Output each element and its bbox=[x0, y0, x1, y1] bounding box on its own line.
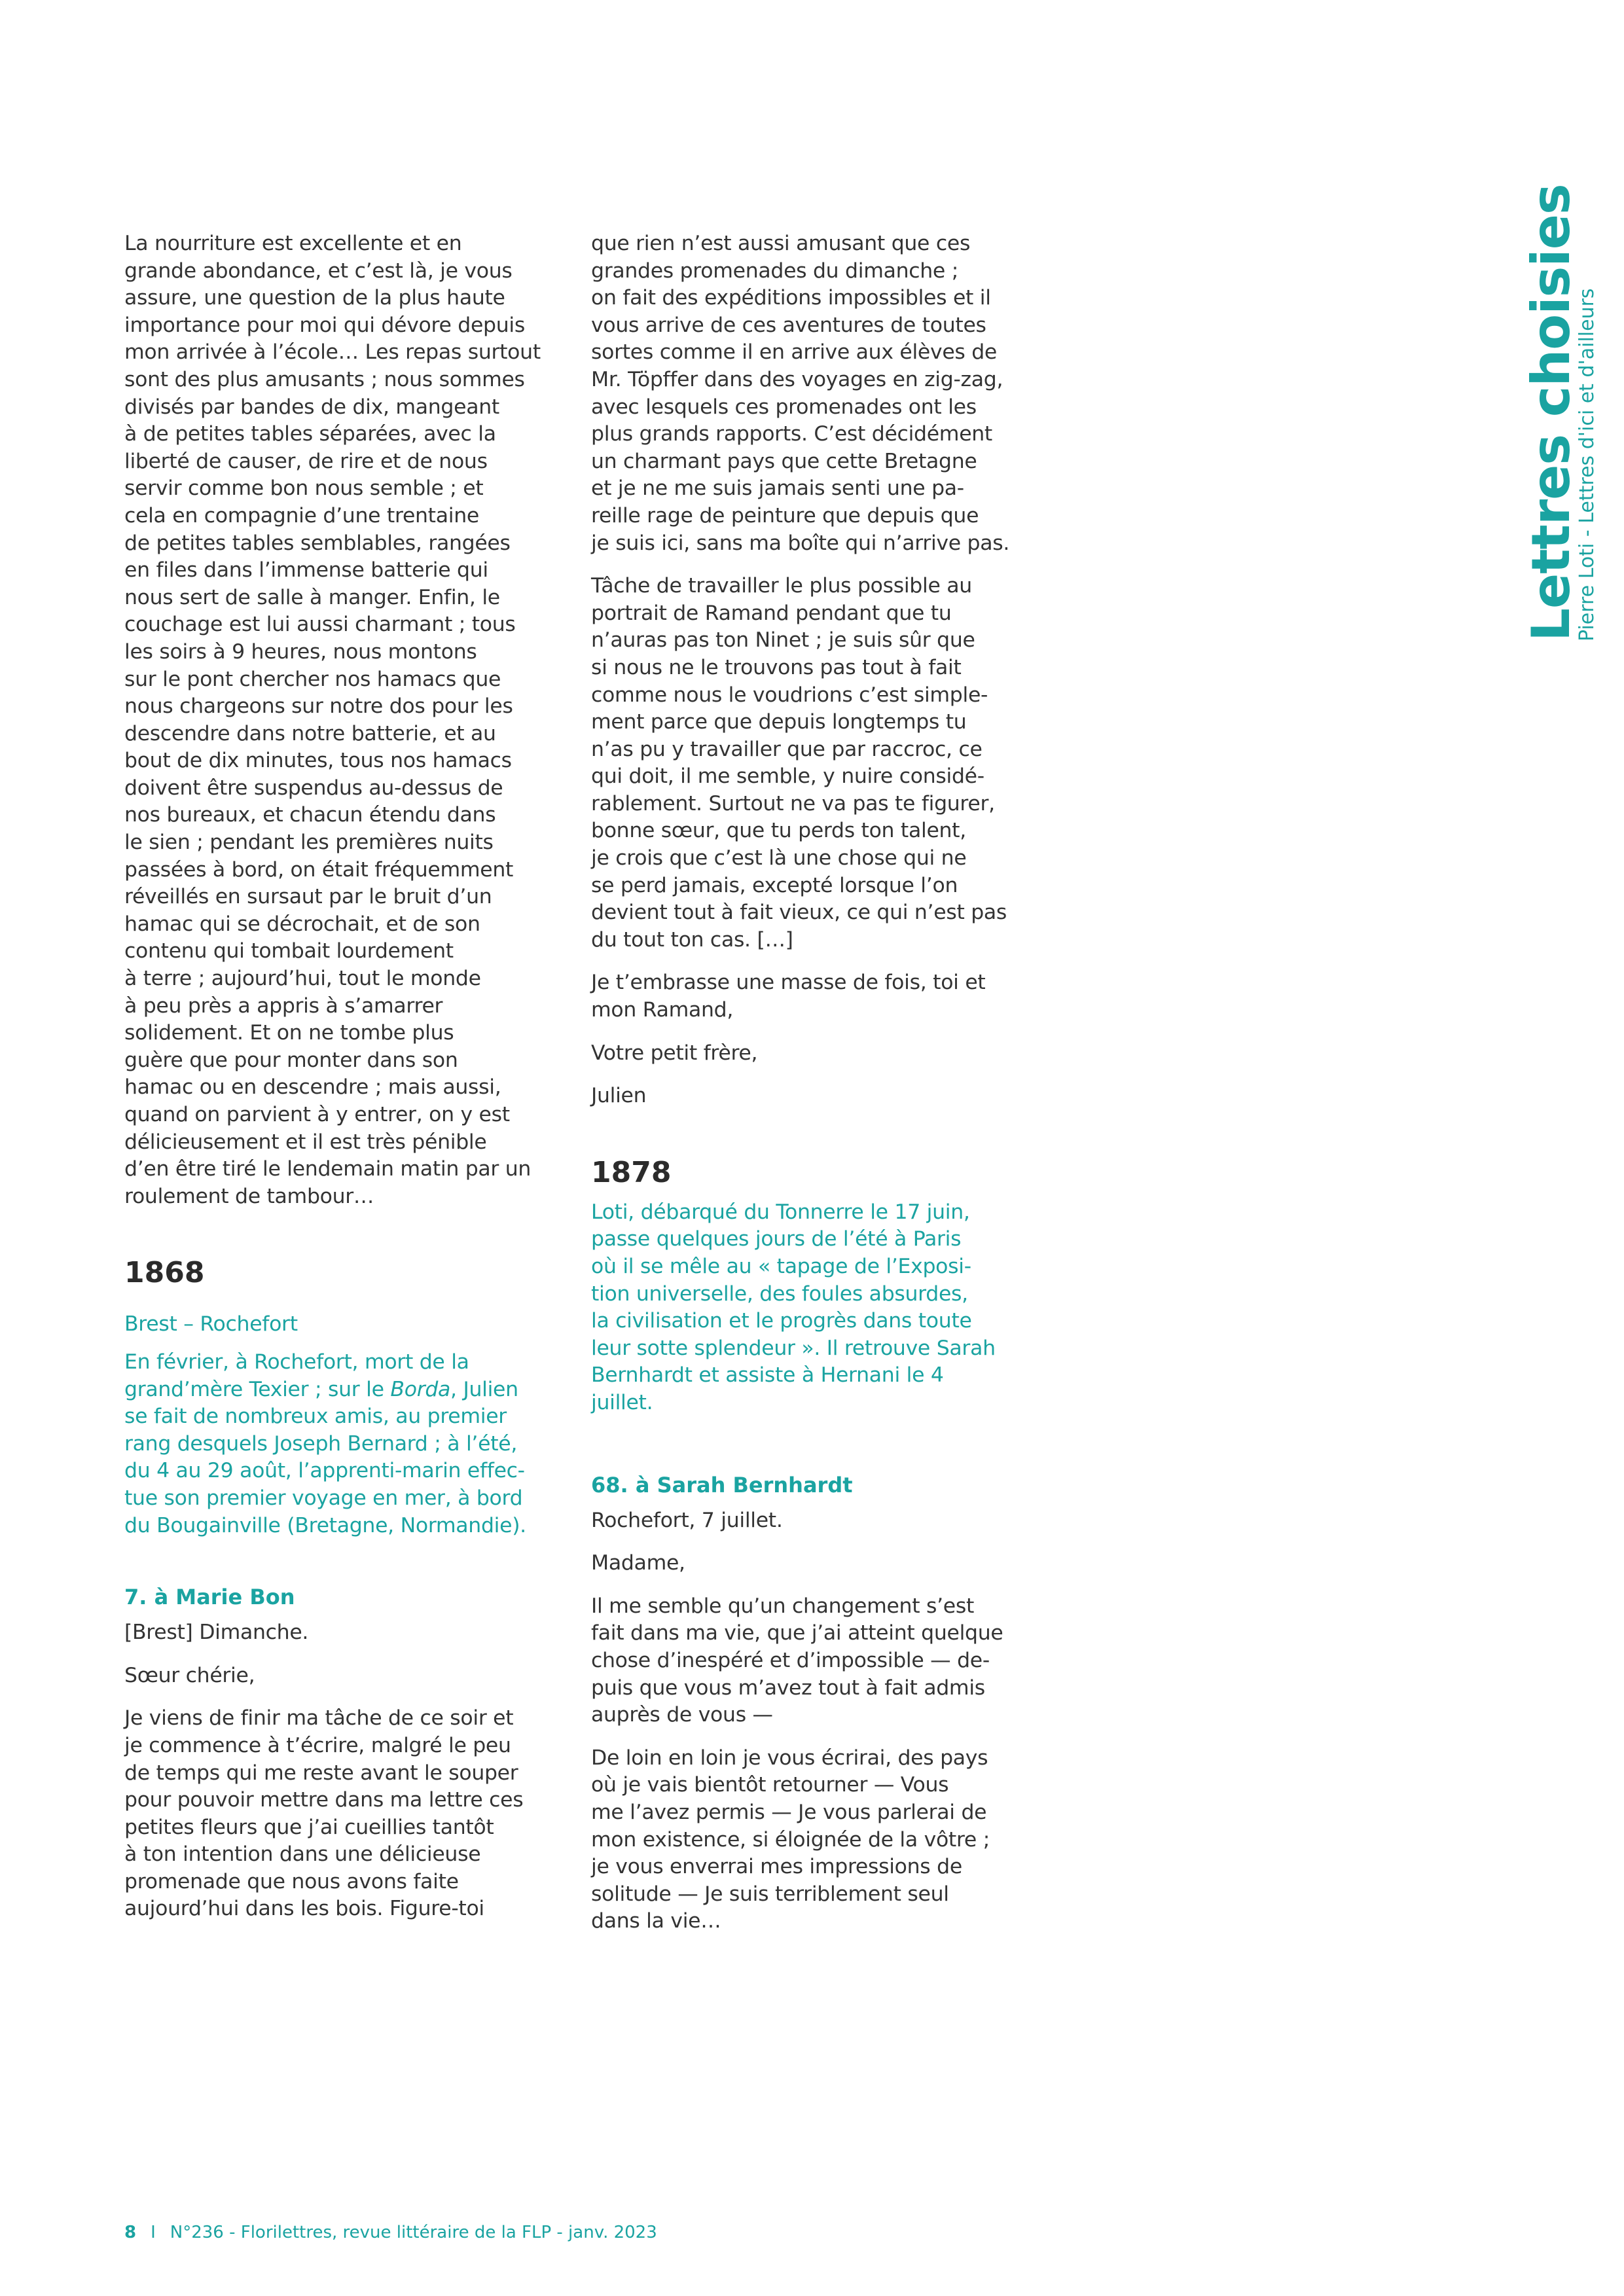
text-line: bonne sœur, que tu perds ton talent, bbox=[591, 819, 966, 843]
text-line: ment parce que depuis longtemps tu bbox=[591, 710, 967, 734]
text-line: où il se mêle au « tapage de l’Exposi- bbox=[591, 1255, 971, 1278]
text-line: nous sert de salle à manger. Enfin, le bbox=[124, 585, 500, 609]
text-line: un charmant pays que cette Bretagne bbox=[591, 449, 977, 473]
text-line: divisés par bandes de dix, mangeant bbox=[124, 395, 499, 419]
place-label: Brest – Rochefort bbox=[124, 1312, 298, 1336]
text-line: les soirs à 9 heures, nous montons bbox=[124, 639, 477, 664]
text-line: du tout ton cas. […] bbox=[591, 927, 793, 952]
text-line: devient tout à fait vieux, ce qui n’est pas bbox=[591, 901, 1007, 925]
text-line: hamac qui se décrochait, et de son bbox=[124, 912, 480, 936]
bio-line: du 4 au 29 août, l’apprenti-marin effec- bbox=[124, 1459, 525, 1483]
text-line: rablement. Surtout ne va pas te figurer, bbox=[591, 791, 995, 816]
text-line: La nourriture est excellente et en bbox=[124, 232, 462, 255]
text-line: sortes comme il en arrive aux élèves de bbox=[591, 340, 998, 365]
intro-paragraph bbox=[124, 230, 576, 1210]
text-line: si nous ne le trouvons pas tout à fait bbox=[591, 655, 962, 679]
text-line: grandes promenades du dimanche ; bbox=[591, 259, 959, 283]
text-line: n’auras pas ton Ninet ; je suis sûr que bbox=[591, 628, 975, 653]
letter-continuation-paragraph-1 bbox=[591, 230, 1043, 557]
letter-signature: Julien bbox=[591, 1084, 647, 1108]
bio-line: rang desquels Joseph Bernard ; à l’été, bbox=[124, 1431, 518, 1456]
text-line: Bernhardt et assiste à Hernani le 4 bbox=[591, 1363, 944, 1388]
bio-line: se fait de nombreux amis, au premier bbox=[124, 1405, 507, 1429]
text-line: le sien ; pendant les premières nuits bbox=[124, 831, 494, 855]
letter-body-paragraph-1 bbox=[591, 1593, 1043, 1729]
text-line: la civilisation et le progrès dans toute bbox=[591, 1309, 972, 1333]
text-line: roulement de tambour… bbox=[124, 1184, 374, 1208]
text-line: guère que pour monter dans son bbox=[124, 1048, 458, 1072]
section-subtitle: Pierre Loti - Lettres d'ici et d'ailleurs bbox=[1576, 288, 1598, 641]
bio-text: grand’mère Texier ; sur le bbox=[124, 1377, 391, 1401]
text-line: grande abondance, et c’est là, je vous bbox=[124, 259, 513, 283]
text-line: descendre dans notre batterie, et au bbox=[124, 721, 496, 745]
text-line: petites fleurs que j’ai cueillies tantôt bbox=[124, 1815, 494, 1839]
text-line: assure, une question de la plus haute bbox=[124, 286, 505, 310]
text-line: passées à bord, on était fréquemment bbox=[124, 857, 514, 882]
text-line: vous arrive de ces aventures de toutes bbox=[591, 313, 986, 337]
text-line: n’as pu y travailler que par raccroc, ce bbox=[591, 737, 983, 761]
page-footer bbox=[124, 2223, 657, 2242]
text-line: nous chargeons sur notre dos pour les bbox=[124, 694, 513, 719]
text-line: d’en être tiré le lendemain matin par un bbox=[124, 1157, 532, 1181]
text-line: à ton intention dans une délicieuse bbox=[124, 1842, 481, 1867]
text-line: Je t’embrasse une masse de fois, toi et bbox=[591, 971, 986, 995]
letter-dateline: [Brest] Dimanche. bbox=[124, 1621, 309, 1645]
text-line: mon existence, si éloignée de la vôtre ; bbox=[591, 1827, 990, 1852]
text-line: hamac ou en descendre ; mais aussi, bbox=[124, 1075, 501, 1100]
text-line: promenade que nous avons faite bbox=[124, 1869, 459, 1893]
section-title: Lettres choisies bbox=[1521, 184, 1581, 641]
text-line: cela en compagnie d’une trentaine bbox=[124, 503, 479, 528]
text-line: Tâche de travailler le plus possible au bbox=[591, 574, 972, 598]
text-line: reille rage de peinture que depuis que bbox=[591, 503, 979, 528]
text-line: en files dans l’immense batterie qui bbox=[124, 558, 488, 583]
letter-continuation-paragraph-3 bbox=[591, 969, 1043, 1024]
text-line: tion universelle, des foules absurdes, bbox=[591, 1282, 968, 1306]
text-line: pour pouvoir mettre dans ma lettre ces bbox=[124, 1788, 524, 1812]
bio-line bbox=[124, 1376, 576, 1404]
text-line: solitude — Je suis terriblement seul bbox=[591, 1882, 949, 1906]
text-line: nos bureaux, et chacun étendu dans bbox=[124, 803, 496, 827]
text-line: portrait de Ramand pendant que tu bbox=[591, 601, 952, 625]
text-line: je crois que c’est là une chose qui ne bbox=[591, 846, 967, 870]
text-line: à de petites tables séparées, avec la bbox=[124, 422, 496, 446]
letter-body bbox=[124, 1705, 576, 1923]
text-line: où je vais bientôt retourner — Vous bbox=[591, 1773, 949, 1797]
text-line: me l’avez permis — Je vous parlerai de bbox=[591, 1800, 987, 1824]
text-line: auprès de vous — bbox=[591, 1703, 773, 1727]
bio-line: du Bougainville (Bretagne, Normandie). bbox=[124, 1513, 526, 1537]
text-line: bout de dix minutes, tous nos hamacs bbox=[124, 749, 512, 773]
left-column bbox=[124, 230, 576, 1923]
letter-closing: Votre petit frère, bbox=[591, 1041, 758, 1065]
text-line: servir comme bon nous semble ; et bbox=[124, 476, 484, 501]
text-line: que rien n’est aussi amusant que ces bbox=[591, 232, 971, 255]
text-line: sont des plus amusants ; nous sommes bbox=[124, 367, 525, 391]
text-line: passe quelques jours de l’été à Paris bbox=[591, 1227, 962, 1251]
footer-separator: I bbox=[151, 2223, 156, 2242]
text-line: puis que vous m’avez tout à fait admis bbox=[591, 1676, 985, 1700]
bio-text: , Julien bbox=[450, 1377, 518, 1401]
text-line: juillet. bbox=[591, 1390, 653, 1414]
ship-name-italic: Borda bbox=[390, 1377, 451, 1401]
text-line: solidement. Et on ne tombe plus bbox=[124, 1021, 454, 1045]
text-line: de petites tables semblables, rangées bbox=[124, 531, 511, 555]
letter-continuation-paragraph-2 bbox=[591, 573, 1043, 954]
text-line: De loin en loin je vous écrirai, des pays bbox=[591, 1746, 988, 1770]
letter-dateline: Rochefort, 7 juillet. bbox=[591, 1508, 783, 1532]
text-line: mon arrivée à l’école… Les repas surtout bbox=[124, 340, 541, 365]
year-heading-1878: 1878 bbox=[591, 1155, 672, 1189]
text-line: comme nous le voudrions c’est simple- bbox=[591, 683, 988, 707]
text-line: couchage est lui aussi charmant ; tous bbox=[124, 613, 516, 637]
text-line: leur sotte splendeur ». Il retrouve Sarah bbox=[591, 1336, 996, 1360]
text-line: se perd jamais, excepté lorsque l’on bbox=[591, 873, 958, 897]
text-line: je suis ici, sans ma boîte qui n’arrive pas. bbox=[591, 531, 1010, 555]
year-heading-1868: 1868 bbox=[124, 1256, 205, 1290]
text-line: sur le pont chercher nos hamacs que bbox=[124, 667, 501, 691]
bio-line: tue son premier voyage en mer, à bord bbox=[124, 1486, 523, 1510]
text-line: liberté de causer, de rire et de nous bbox=[124, 449, 488, 473]
text-line: Mr. Töpffer dans des voyages en zig-zag, bbox=[591, 367, 1003, 391]
text-line: plus grands rapports. C’est décidément bbox=[591, 422, 992, 446]
letter-body-paragraph-2 bbox=[591, 1745, 1043, 1935]
letter-heading-marie-bon: 7. à Marie Bon bbox=[124, 1585, 295, 1610]
text-line: chose d’inespéré et d’impossible — de- bbox=[591, 1648, 990, 1672]
text-line: et je ne me suis jamais senti une pa- bbox=[591, 476, 964, 501]
text-line: fait dans ma vie, que j’ai atteint quelque bbox=[591, 1621, 1003, 1645]
text-line: je commence à t’écrire, malgré le peu bbox=[124, 1733, 511, 1757]
page-number: 8 bbox=[124, 2223, 137, 2242]
text-line: Loti, débarqué du Tonnerre le 17 juin, bbox=[591, 1200, 970, 1224]
text-line: aujourd’hui dans les bois. Figure-toi bbox=[124, 1897, 484, 1921]
text-line: de temps qui me reste avant le souper bbox=[124, 1761, 518, 1785]
text-line: doivent être suspendus au-dessus de bbox=[124, 776, 503, 800]
text-line: réveillés en sursaut par le bruit d’un bbox=[124, 885, 492, 909]
publication-info: N°236 - Florilettres, revue littéraire de la FLP - janv. 2023 bbox=[170, 2223, 657, 2242]
text-line: Il me semble qu’un changement s’est bbox=[591, 1594, 975, 1618]
text-line: avec lesquels ces promenades ont les bbox=[591, 395, 977, 419]
bio-line: En février, à Rochefort, mort de la bbox=[124, 1350, 469, 1374]
text-line: mon Ramand, bbox=[591, 998, 734, 1022]
text-line: à peu près a appris à s’amarrer bbox=[124, 994, 443, 1018]
text-line: délicieusement et il est très pénible bbox=[124, 1130, 487, 1154]
side-title-block bbox=[1521, 184, 1602, 641]
bio-1878 bbox=[591, 1199, 1043, 1417]
right-column bbox=[591, 230, 1043, 1935]
text-line: dans la vie… bbox=[591, 1909, 721, 1933]
letter-heading-sarah-bernhardt: 68. à Sarah Bernhardt bbox=[591, 1472, 853, 1498]
text-line: Je viens de finir ma tâche de ce soir et bbox=[124, 1706, 514, 1731]
text-line: à terre ; aujourd’hui, tout le monde bbox=[124, 967, 481, 991]
text-line: je vous enverrai mes impressions de bbox=[591, 1855, 962, 1879]
text-line: contenu qui tombait lourdement bbox=[124, 939, 454, 963]
text-line: qui doit, il me semble, y nuire considé- bbox=[591, 764, 984, 789]
letter-salutation: Madame, bbox=[591, 1551, 685, 1575]
text-line: importance pour moi qui dévore depuis bbox=[124, 313, 525, 337]
text-line: on fait des expéditions impossibles et il bbox=[591, 286, 991, 310]
text-line: quand on parvient à y entrer, on y est bbox=[124, 1103, 510, 1126]
letter-salutation: Sœur chérie, bbox=[124, 1663, 255, 1687]
bio-1868 bbox=[124, 1349, 576, 1539]
